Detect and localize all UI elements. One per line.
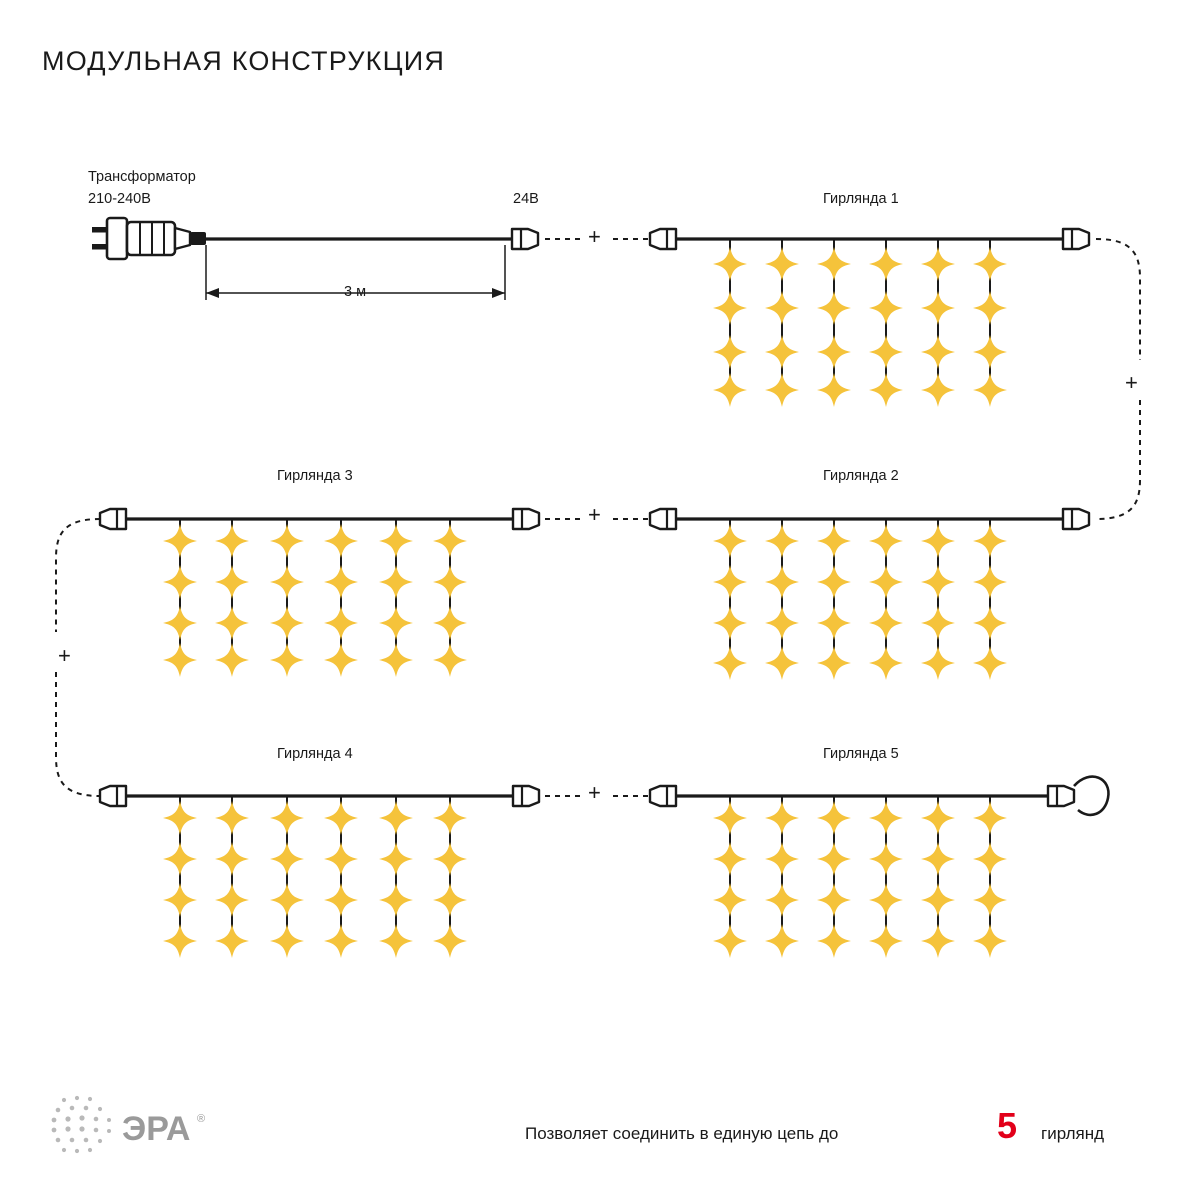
cable-length-label: 3 м [344,284,367,300]
brand-logo [44,1088,214,1158]
footer-text-before: Позволяет соединить в единую цепь до [525,1124,839,1143]
garland-4-bulbs [163,801,467,958]
transformer-output-label: 24В [513,191,539,207]
garland-3 [100,509,539,677]
garland-4 [100,786,539,958]
garland-3-bulbs [163,524,467,677]
garland-4-label: Гирлянда 4 [277,746,353,762]
end-cap-loop [1074,777,1108,815]
dashed-wrap-left-bottom [56,672,100,796]
footer-text-after: гирлянд [1041,1124,1105,1143]
garland-1-bulbs [713,247,1007,407]
transformer-label-line1: Трансформатор [88,169,196,185]
garland-5 [650,777,1108,958]
garland-1 [650,229,1089,407]
logo-wordmark: ЭРА [122,1110,191,1148]
plus-connector-5: + [588,780,601,805]
plus-connector-1: + [588,224,601,249]
connector-24v [512,229,538,249]
logo-dots-icon [52,1096,111,1153]
garland-3-label: Гирлянда 3 [277,468,353,484]
dashed-wrap-left-top [56,519,100,632]
page-title: МОДУЛЬНАЯ КОНСТРУКЦИЯ [42,46,446,76]
plus-connector-2: + [1125,370,1138,395]
dashed-wrap-right-top [1096,239,1140,360]
transformer-label-line2: 210-240В [88,191,151,207]
garland-2 [650,509,1089,680]
footer-count: 5 [997,1105,1018,1146]
plus-connector-4: + [58,643,71,668]
dimension-3m [206,245,505,300]
logo-registered-mark: ® [197,1113,206,1125]
garland-2-label: Гирлянда 2 [823,468,899,484]
garland-2-bulbs [713,524,1007,680]
garland-5-label: Гирлянда 5 [823,746,899,762]
dashed-wrap-right-bottom [1096,400,1140,519]
plus-connector-3: + [588,502,601,527]
garland-1-label: Гирлянда 1 [823,191,899,207]
transformer-icon [92,218,206,259]
garland-5-bulbs [713,801,1007,958]
